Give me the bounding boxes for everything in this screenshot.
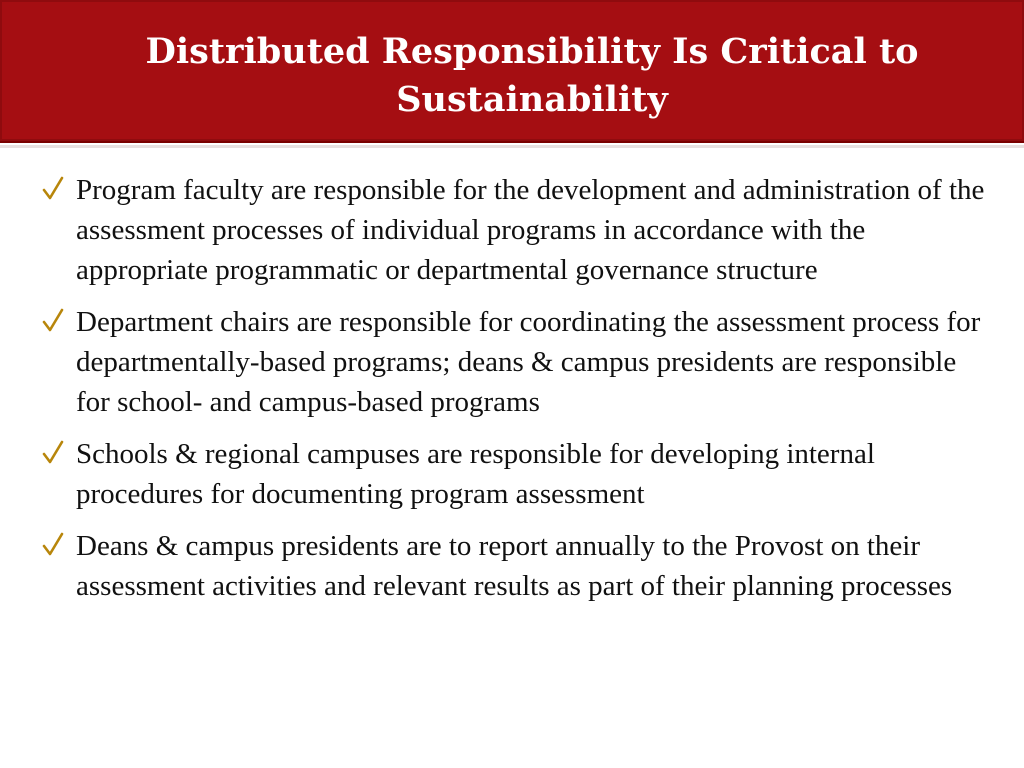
bullet-text: Department chairs are responsible for coordinating the assessment process for departmentally-based programs; deans & campus presidents are responsible for school- and campus-based programs — [76, 306, 981, 418]
title-divider — [0, 145, 1024, 148]
title-bar — [0, 0, 1024, 143]
checkmark-icon — [42, 438, 64, 468]
bullet-item — [0, 170, 1024, 290]
bullet-item — [0, 434, 1024, 514]
bullet-text: Deans & campus presidents are to report annually to the Provost on their assessment activities and relevant results as part of their planning processes — [76, 530, 953, 602]
checkmark-icon — [42, 174, 64, 204]
checkmark-icon — [42, 530, 64, 560]
slide-title: Distributed Responsibility Is Critical to Sustainability — [145, 31, 919, 120]
bullet-list — [0, 170, 1024, 618]
bullet-item — [0, 302, 1024, 422]
bullet-item — [0, 526, 1024, 606]
checkmark-icon — [42, 306, 64, 336]
bullet-text: Program faculty are responsible for the development and administration of the assessment processes of individual programs in accordance with the appropriate programmatic or departmental governance structure — [76, 174, 985, 286]
bullet-text: Schools & regional campuses are responsible for developing internal procedures for documenting program assessment — [76, 438, 875, 510]
